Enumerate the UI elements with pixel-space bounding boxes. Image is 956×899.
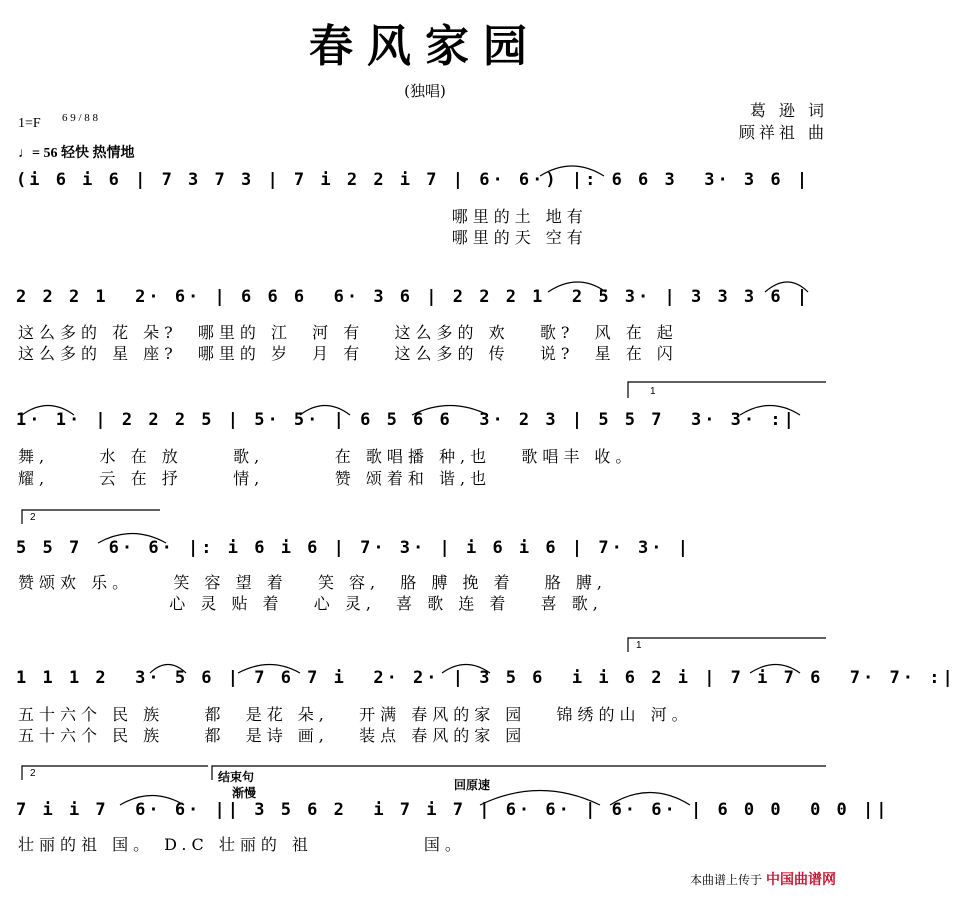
slur: [740, 406, 800, 416]
slur: [150, 665, 186, 674]
lyric-row-3-verse-2: 耀, 云 在 抒 情, 赞 颂着和 谐,也: [18, 469, 492, 488]
slur: [98, 534, 166, 544]
volta-bracket: [628, 382, 826, 398]
upload-credit: [690, 869, 836, 889]
notation-row-3: 1· 1· | 2 2 2 5 | 5· 5· | 6 5 6 6 3· 2 3 | 5 5 7 3· 3· :|: [16, 410, 797, 430]
notation-row-6: 7 i i 7 6· 6· || 3 5 6 2 i 7 i 7 | 6· 6· | 6· 6· | 6 0 0 0 0 ||: [16, 800, 890, 820]
slur: [610, 793, 690, 806]
lyric-row-1-verse-1: 哪里的土 地有: [18, 207, 588, 226]
slur: [548, 282, 606, 292]
volta-2-label-repeat: 2: [30, 768, 36, 779]
lyric-row-2-verse-1: 这么多的 花 朵? 哪里的 江 河 有 这么多的 欢 歌? 风 在 起: [18, 323, 678, 342]
time-signature: 6 9 / 8 8: [62, 112, 99, 124]
slur: [412, 406, 488, 416]
lyric-row-3-verse-1: 舞, 水 在 放 歌, 在 歌唱播 种,也 歌唱丰 收。: [18, 447, 637, 466]
notation-row-1: (i 6 i 6 | 7 3 7 3 | 7 i 2 2 i 7 | 6· 6·) |: 6 6 3 3· 3 6 |: [16, 170, 811, 190]
slur: [238, 665, 300, 674]
site-logo[interactable]: 中国曲谱网: [766, 871, 836, 887]
lyric-row-4-verse-2: 心 灵 贴 着 心 灵, 喜 歌 连 着 喜 歌,: [18, 594, 603, 613]
slur: [765, 282, 808, 292]
upload-credit-text: 本曲谱上传于: [689, 873, 762, 887]
lyric-row-5-verse-2: 五十六个 民 族 都 是诗 画, 装点 春风的家 园: [18, 726, 527, 745]
lyric-row-5-verse-1: 五十六个 民 族 都 是花 朵, 开满 春风的家 园 锦绣的山 河。: [18, 705, 693, 724]
volta-1-label-repeat: 1: [636, 640, 642, 651]
slur: [750, 665, 800, 674]
lyric-row-6-verse-1: 壮丽的祖 国。 D.C 壮丽的 祖 国。: [18, 835, 466, 854]
volta-bracket: [22, 766, 208, 780]
lyric-row-2-verse-2: 这么多的 星 座? 哪里的 岁 月 有 这么多的 传 说? 星 在 闪: [18, 344, 678, 363]
slur: [540, 166, 604, 176]
lyricist-credit: 葛 逊 词: [749, 101, 828, 120]
slur: [480, 791, 600, 806]
ending-bracket: [212, 766, 826, 780]
slur: [442, 665, 490, 674]
lyric-row-4-verse-1: 赞颂欢 乐。 笑 容 望 着 笑 容, 胳 膊 挽 着 胳 膊,: [18, 573, 607, 592]
volta-2-label: 2: [30, 512, 36, 523]
composer-credit: 顾祥祖 曲: [738, 123, 828, 142]
notation-row-2: 2 2 2 1 2· 6· | 6 6 6 6· 3 6 | 2 2 2 1 2 5 3· | 3 3 3 6 |: [16, 287, 811, 307]
tempo-marking: ♩= 56 轻快 热情地: [18, 146, 135, 161]
volta-bracket: [22, 510, 160, 524]
slur: [22, 406, 74, 416]
key-signature: 1=F: [18, 116, 41, 131]
ending-label: 结束句: [218, 770, 255, 784]
performance-type: (独唱): [404, 82, 446, 100]
volta-1-label: 1: [650, 386, 656, 397]
ritardando-label: 渐慢: [232, 786, 257, 800]
slur: [120, 796, 184, 806]
slur: [300, 406, 350, 416]
notation-row-5: 1 1 1 2 3· 5 6 | 7 6 7 i 2· 2· | 3 5 6 i i 6 2 i | 7 i 7 6 7· 7· :|: [16, 668, 956, 688]
a-tempo-label: 回原速: [454, 778, 491, 792]
song-title: 春风家园: [309, 21, 541, 72]
volta-bracket: [628, 638, 826, 652]
notation-row-4: 5 5 7 6· 6· |: i 6 i 6 | 7· 3· | i 6 i 6 | 7· 3· |: [16, 538, 691, 558]
lyric-row-1-verse-2: 哪里的天 空有: [18, 228, 588, 247]
